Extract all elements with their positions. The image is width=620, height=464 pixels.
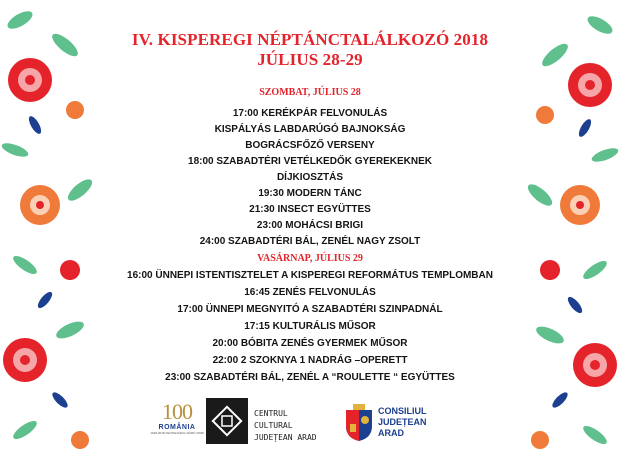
cultural-center-logo	[206, 398, 326, 446]
schedule-line: DÍJKIOSZTÁS	[276, 172, 344, 183]
schedule-line: 17:15 KULTURÁLIS MŰSOR	[244, 321, 376, 332]
coat-of-arms-icon	[344, 404, 374, 442]
sunday-heading: VASÁRNAP, JÚLIUS 29	[257, 253, 363, 264]
council-line3: ARAD	[378, 428, 404, 438]
schedule-line: 23:00 MOHÁCSI BRIGI	[256, 220, 364, 231]
schedule-line: 16:00 ÜNNEPI ISTENTISZTELET A KISPEREGI REFORMÁTUS TEMPLOMBAN	[127, 270, 493, 281]
schedule-line: 20:00 BÓBITA ZENÉS GYERMEK MŰSOR	[212, 338, 408, 349]
sponsor-logos	[150, 398, 470, 448]
centenary-logo	[150, 400, 204, 446]
schedule-line: 19:30 MODERN TÁNC	[258, 188, 362, 199]
centenary-country: ROMÂNIA	[158, 424, 196, 431]
event-title: IV. KISPEREGI NÉPTÁNCTALÁLKOZÓ 2018 JÚLIUS 28-29	[131, 30, 489, 69]
council-line1: CONSILIUL	[378, 406, 427, 416]
cultural-center-emblem-icon	[206, 398, 248, 444]
schedule-line: 17:00 ÜNNEPI MEGNYITÓ A SZABADTÉRI SZINPADNÁL	[177, 304, 443, 315]
schedule-line: 17:00 KERÉKPÁR FELVONULÁS	[232, 108, 388, 119]
folk-ornament-left	[0, 0, 100, 464]
schedule-line: 18:00 SZABADTÉRI VETÉLKEDŐK GYEREKEKNEK	[188, 156, 432, 167]
schedule-line: KISPÁLYÁS LABDARÚGÓ BAJNOKSÁG	[214, 124, 406, 135]
cultural-center-line1: CENTRUL CULTURAL	[254, 409, 293, 430]
schedule-line: 21:30 INSECT EGYÜTTES	[249, 204, 371, 215]
council-line2: JUDEȚEAN	[378, 417, 427, 427]
county-council-logo	[344, 400, 464, 446]
saturday-heading: SZOMBAT, JÚLIUS 28	[259, 87, 361, 98]
schedule-line: 16:45 ZENÉS FELVONULÁS	[244, 287, 376, 298]
schedule-line: 23:00 SZABADTÉRI BÁL, ZENÉL A “ROULETTE “ EGYÜTTES	[165, 372, 455, 383]
schedule-line: BOGRÁCSFŐZŐ VERSENY	[245, 140, 375, 151]
centenary-number: 100	[162, 399, 192, 424]
cultural-center-line2: JUDEȚEAN ARAD	[254, 433, 317, 442]
centenary-subtitle: 1918-2018 CENTENARUL MARII UNIRI	[150, 431, 204, 435]
folk-ornament-right	[520, 0, 620, 464]
schedule-line: 22:00 2 SZOKNYA 1 NADRÁG –OPERETT	[212, 355, 408, 366]
schedule-line: 24:00 SZABADTÉRI BÁL, ZENÉL NAGY ZSOLT	[199, 236, 421, 247]
